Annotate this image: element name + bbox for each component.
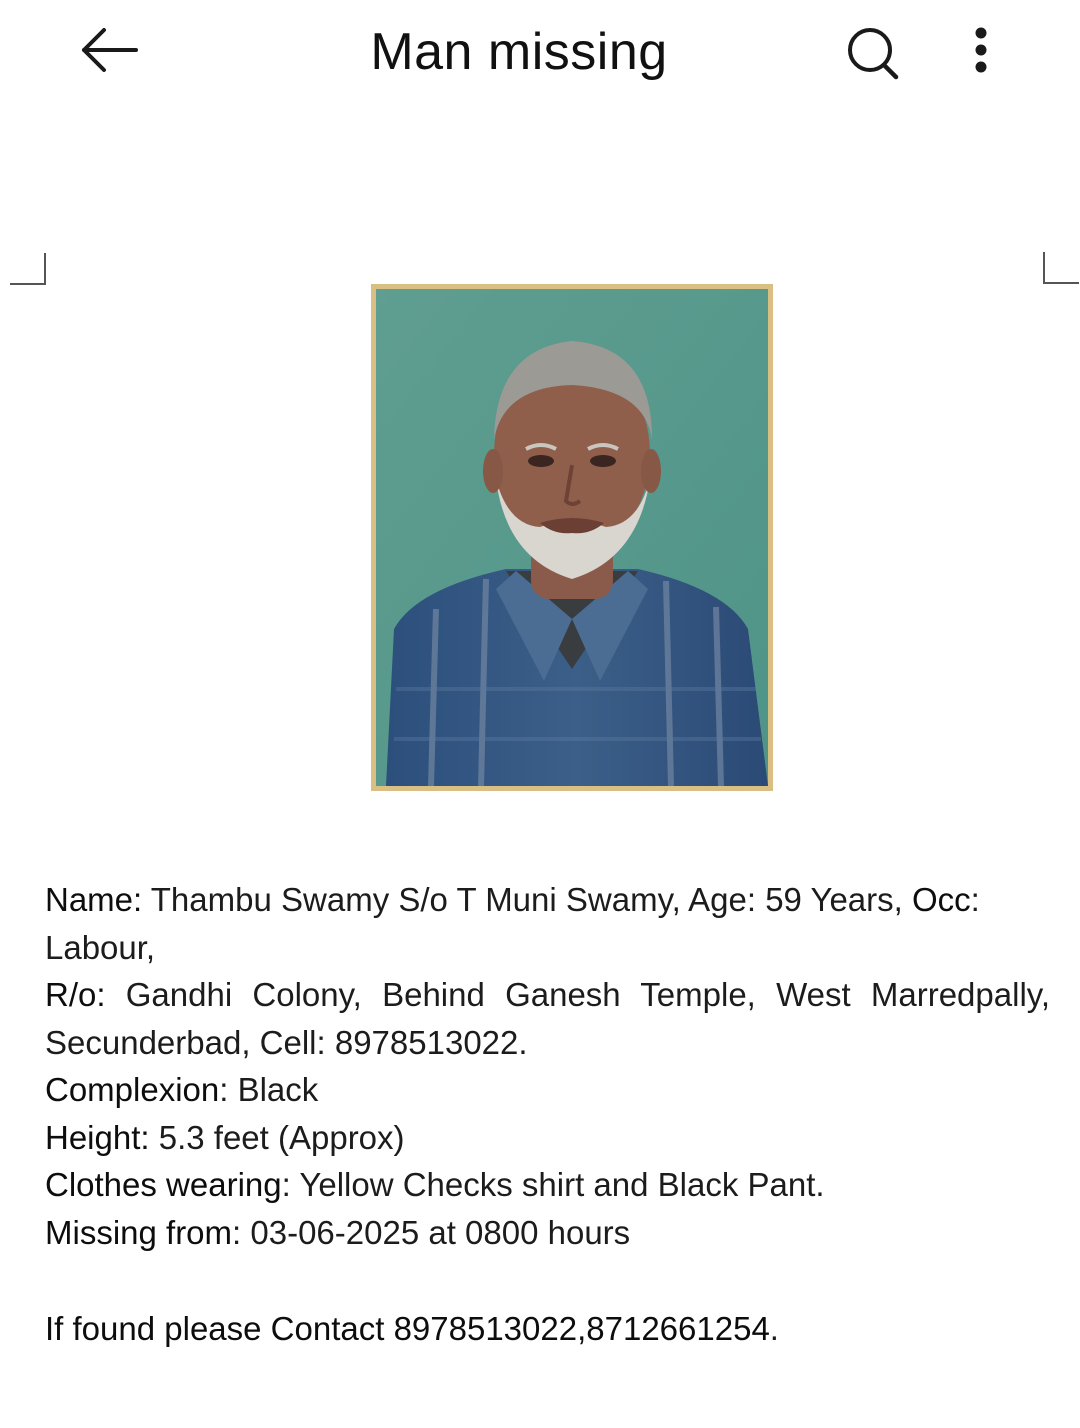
complexion-label: Complexion xyxy=(45,1071,220,1108)
residence-line xyxy=(45,971,1050,1066)
name-line xyxy=(45,876,1050,971)
occ-label: Occ xyxy=(911,881,971,918)
clothes-line xyxy=(45,1161,1050,1209)
person-portrait-icon xyxy=(376,289,768,786)
contact-line xyxy=(45,1305,1050,1352)
search-icon xyxy=(838,18,908,88)
height-label: Height: xyxy=(45,1118,150,1156)
clothes-label: Clothes wearing xyxy=(45,1166,282,1203)
missing-from-line xyxy=(45,1209,1050,1257)
person-details xyxy=(45,876,1050,1256)
page-corner-mark-right xyxy=(1043,252,1079,284)
app-bar xyxy=(0,0,1080,110)
page-title: Man missing xyxy=(370,23,668,81)
page-corner-mark-left xyxy=(10,253,46,285)
height-value: 5.3 feet (Approx) xyxy=(149,1118,405,1156)
more-options-button[interactable] xyxy=(956,18,1006,88)
residence-value: Gandhi Colony, Behind Ganesh Temple, West Marredpally, Secunderbad, Cell: 8978513022. xyxy=(45,976,1050,1061)
missing-from-label: Missing from xyxy=(45,1213,233,1251)
complexion-line xyxy=(45,1066,1050,1114)
height-line xyxy=(45,1114,1050,1162)
missing-person-photo xyxy=(371,284,773,791)
missing-from-value: : 03-06-2025 at 0800 hours xyxy=(232,1213,631,1251)
complexion-value: : Black xyxy=(219,1071,319,1108)
contact-text: If found please Contact 8978513022,8712661254 xyxy=(45,1310,770,1347)
contact-suffix: . xyxy=(769,1310,779,1347)
name-label: Name: xyxy=(45,881,143,918)
occ-value: : Labour, xyxy=(45,881,980,966)
name-value: Thambu Swamy S/o T Muni Swamy, Age: 59 Years, xyxy=(142,881,912,918)
more-vertical-icon xyxy=(956,18,1006,88)
residence-label: R/o: xyxy=(45,976,106,1013)
clothes-value: : Yellow Checks shirt and Black Pant. xyxy=(281,1166,825,1203)
search-button[interactable] xyxy=(838,18,908,88)
